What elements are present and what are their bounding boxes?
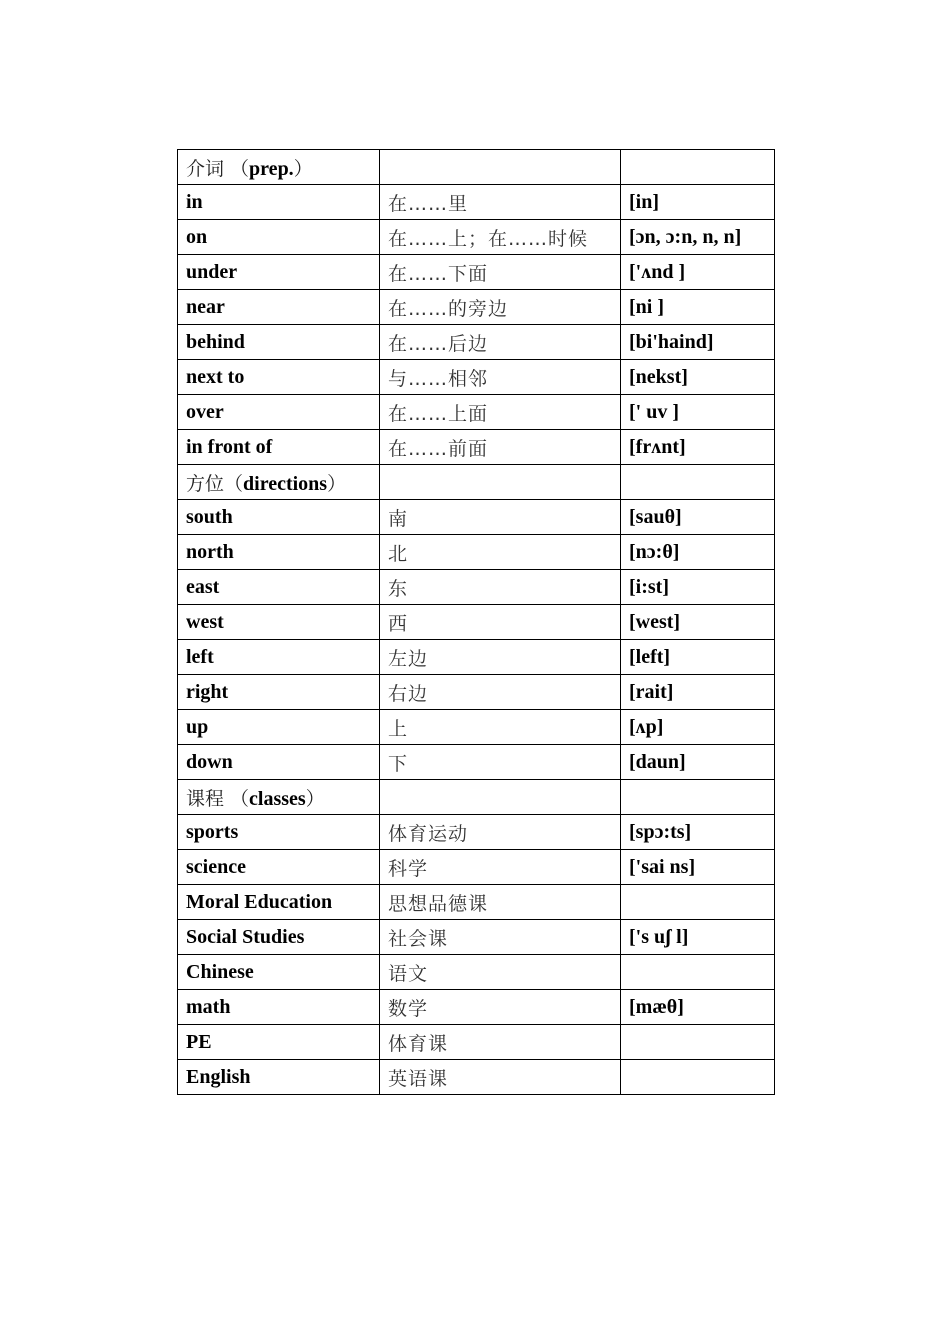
phonetic: ['s uʃ l] [621,920,775,955]
english-word: east [178,570,380,605]
section-title-en: prep. [249,157,294,180]
phonetic: [' uv ] [621,395,775,430]
english-word: English [178,1060,380,1095]
english-word: Moral Education [178,885,380,920]
phonetic: [mæθ] [621,990,775,1025]
english-word: north [178,535,380,570]
vocab-row [178,325,775,360]
english-word: in [178,185,380,220]
chinese-meaning: 右边 [380,675,621,710]
chinese-meaning: 与……相邻 [380,360,621,395]
chinese-meaning: 下 [380,745,621,780]
chinese-meaning: 数学 [380,990,621,1025]
phonetic: [daun] [621,745,775,780]
phonetic: [ɔn, ɔ:n, n, n] [621,220,775,255]
chinese-meaning: 思想品德课 [380,885,621,920]
chinese-meaning: 南 [380,500,621,535]
phonetic: [nɔ:θ] [621,535,775,570]
english-word: PE [178,1025,380,1060]
vocab-row [178,990,775,1025]
section-header-row [178,465,775,500]
phonetic: [left] [621,640,775,675]
english-word: Chinese [178,955,380,990]
phonetic: [rait] [621,675,775,710]
phonetic: [ʌp] [621,710,775,745]
empty-cell [380,465,621,500]
vocab-row [178,710,775,745]
phonetic: [ni ] [621,290,775,325]
phonetic: [west] [621,605,775,640]
chinese-meaning: 东 [380,570,621,605]
phonetic: [bi'haind] [621,325,775,360]
section-header-row [178,780,775,815]
vocab-row [178,675,775,710]
vocab-row [178,290,775,325]
vocab-row [178,920,775,955]
english-word: down [178,745,380,780]
vocab-row [178,255,775,290]
section-title [178,465,380,500]
english-word: left [178,640,380,675]
vocab-row [178,535,775,570]
vocab-row [178,500,775,535]
section-title-close: ） [305,787,325,810]
vocab-row [178,360,775,395]
section-title-close: ） [293,157,313,180]
vocabulary-table [177,149,775,1095]
vocab-row [178,570,775,605]
chinese-meaning: 西 [380,605,621,640]
section-title-zh: 课程 （ [186,787,250,810]
chinese-meaning: 左边 [380,640,621,675]
chinese-meaning: 在……前面 [380,430,621,465]
vocab-row [178,185,775,220]
chinese-meaning: 语文 [380,955,621,990]
section-title [178,780,380,815]
chinese-meaning: 英语课 [380,1060,621,1095]
english-word: behind [178,325,380,360]
vocab-row [178,395,775,430]
section-title-zh: 方位（ [186,472,244,495]
empty-cell [380,150,621,185]
empty-cell [621,150,775,185]
section-title [178,150,380,185]
english-word: sports [178,815,380,850]
chinese-meaning: 在……上面 [380,395,621,430]
chinese-meaning: 在……下面 [380,255,621,290]
chinese-meaning: 体育课 [380,1025,621,1060]
empty-cell [380,780,621,815]
phonetic: [spɔ:ts] [621,815,775,850]
english-word: next to [178,360,380,395]
english-word: right [178,675,380,710]
english-word: west [178,605,380,640]
phonetic [621,1025,775,1060]
english-word: over [178,395,380,430]
empty-cell [621,465,775,500]
vocab-row [178,430,775,465]
section-title-en: directions [243,472,328,495]
english-word: math [178,990,380,1025]
chinese-meaning: 科学 [380,850,621,885]
section-title-en: classes [249,787,306,810]
english-word: up [178,710,380,745]
chinese-meaning: 上 [380,710,621,745]
section-title-close: ） [327,472,347,495]
vocab-row [178,850,775,885]
empty-cell [621,780,775,815]
chinese-meaning: 在……的旁边 [380,290,621,325]
vocab-row [178,885,775,920]
phonetic [621,885,775,920]
phonetic: [i:st] [621,570,775,605]
phonetic: [in] [621,185,775,220]
chinese-meaning: 在……后边 [380,325,621,360]
english-word: near [178,290,380,325]
chinese-meaning: 北 [380,535,621,570]
vocab-row [178,605,775,640]
english-word: on [178,220,380,255]
english-word: in front of [178,430,380,465]
vocab-row [178,815,775,850]
section-header-row [178,150,775,185]
vocab-row [178,220,775,255]
english-word: Social Studies [178,920,380,955]
vocab-row [178,1060,775,1095]
phonetic: [sauθ] [621,500,775,535]
vocab-row [178,955,775,990]
phonetic [621,955,775,990]
chinese-meaning: 在……上；在……时候 [380,220,621,255]
chinese-meaning: 体育运动 [380,815,621,850]
vocab-row [178,745,775,780]
chinese-meaning: 在……里 [380,185,621,220]
vocab-row [178,640,775,675]
phonetic: ['sai ns] [621,850,775,885]
english-word: science [178,850,380,885]
vocab-row [178,1025,775,1060]
chinese-meaning: 社会课 [380,920,621,955]
phonetic: [frʌnt] [621,430,775,465]
phonetic: [nekst] [621,360,775,395]
section-title-zh: 介词 （ [186,157,250,180]
phonetic [621,1060,775,1095]
english-word: south [178,500,380,535]
phonetic: ['ʌnd ] [621,255,775,290]
english-word: under [178,255,380,290]
